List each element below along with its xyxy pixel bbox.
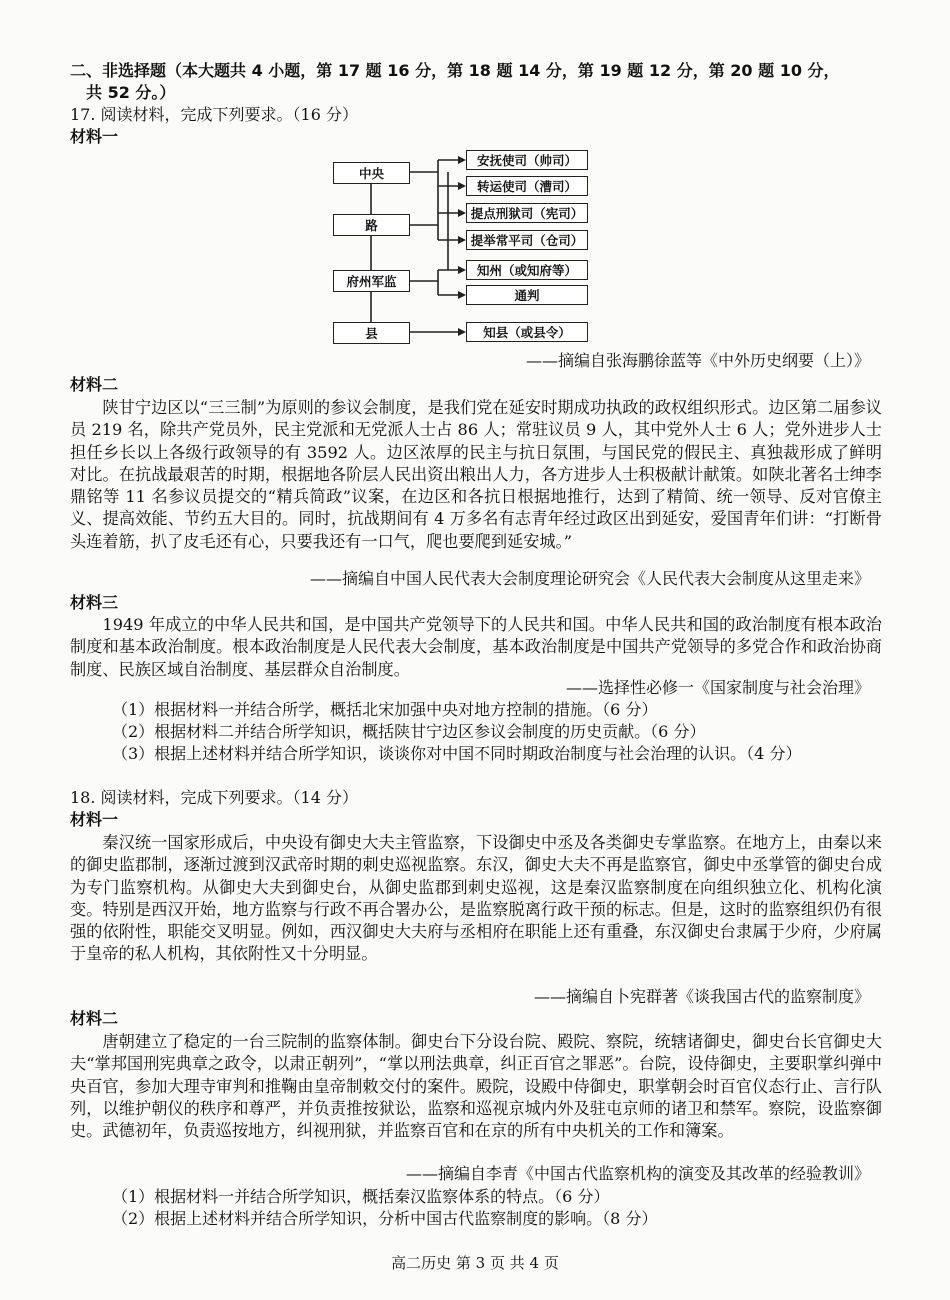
page-footer: 高二历史 第 3 页 共 4 页 xyxy=(391,1254,559,1272)
office-tongpan: 通判 xyxy=(466,285,588,305)
section-title-cont: 共 52 分。） xyxy=(86,83,176,102)
q18-heading: 18. 阅读材料，完成下列要求。（14 分） xyxy=(70,788,358,807)
office-tidian: 提点刑狱司（宪司） xyxy=(466,203,588,223)
q17-material2-label: 材料二 xyxy=(70,375,119,394)
q17-material1-label: 材料一 xyxy=(70,127,119,146)
q18-question-1: （1）根据材料一并结合所学知识，概括秦汉监察体系的特点。（6 分） xyxy=(112,1187,610,1206)
q18-m2-source: ——摘编自李青《中国古代监察机构的演变及其改革的经验教训》 xyxy=(405,1164,870,1183)
q18-material1-label: 材料一 xyxy=(70,810,119,829)
q18-material1-text: 秦汉统一国家形成后，中央设有御史大夫主管监察，下设御史中丞及各类御史专掌监察。在地方上，由秦以来的御史监郡制，逐渐过渡到汉武帝时期的刺史巡视监察。东汉，御史大夫不再是监察官，御史中丞掌管的御史台成为专门监察机构。从御史大夫到御史台，从御史监郡到刺史巡视，这是秦汉监察制度在向组织独立化、机构化演变。特别是西汉开始，地方监察与行政不再合署办公，是监察脱离行政干预的标志。但是，这时的监察组织仍有很强的依附性，职能交叉明显。例如，西汉御史大夫府与丞相府在职能上还有重叠，东汉御史台隶属于少府，少府属于皇帝的私人机构，其依附性又十分明显。 xyxy=(70,833,882,964)
q18-material2-label: 材料二 xyxy=(70,1009,119,1028)
office-anfu: 安抚使司（帅司） xyxy=(466,150,588,170)
office-zhizhou: 知州（或知府等） xyxy=(466,260,588,280)
office-tiju: 提举常平司（仓司） xyxy=(466,230,588,250)
q17-material3-text: 1949 年成立的中华人民共和国，是中国共产党领导下的人民共和国。中华人民共和国的政治制度有根本政治制度和基本政治制度。根本政治制度是人民代表大会制度，基本政治制度是中国共产党领导的多党合作和政治协商制度、民族区域自治制度、基层群众自治制度。 xyxy=(70,615,882,679)
q17-material2-text: 陕甘宁边区以“三三制”为原则的参议会制度，是我们党在延安时期成功执政的政权组织形式。边区第二届参议员 219 名，除共产党员外，民主党派和无党派人士占 86 人；常驻议员 9 人，其中党外人士 6 人；党外进步人士担任乡长以上各级行政领导的有 3592 人。边区浓厚的民主与抗日氛围，与国民党的假民主、真独裁形成了鲜明对比。在抗战最艰苦的时期，根据地各阶层人民出资出粮出人力，各方进步人士积极献计献策。如陕北著名士绅李鼎铭等 11 名参议员提交的“精兵简政”议案，在边区和各抗日根据地推行，达到了精简、统一领导、反对官僚主义、提高效能、节约五大目的。同时，抗战期间有 4 万多名有志青年经过政区出到延安，爱国青年们讲：“打断骨头连着筋，扒了皮毛还有心，只要我还有一口气，爬也要爬到延安城。” xyxy=(70,398,882,551)
level-xian: 县 xyxy=(333,322,410,344)
q18-question-2: （2）根据上述材料并结合所学知识，分析中国古代监察制度的影响。（8 分） xyxy=(112,1209,658,1228)
level-fuzhou: 府州军监 xyxy=(333,270,410,292)
q18-m1-source: ——摘编自卜宪群著《谈我国古代的监察制度》 xyxy=(533,987,870,1006)
office-zhixian: 知县（或县令） xyxy=(466,322,588,342)
q18-material2-text: 唐朝建立了稳定的一台三院制的监察体制。御史台下分设台院、殿院、察院，统辖诸御史，御史台长官御史大夫“掌邦国刑宪典章之政令，以肃正朝列”，“掌以刑法典章，纠正百官之罪恶”。台院，设侍御史，主要职掌纠弹中央百官，参加大理寺审判和推鞠由皇帝制敕交付的案件。殿院，设殿中侍御史，职掌朝会时百官仪态行止、言行队列，以维护朝仪的秩序和尊严，并负责推按狱讼，监察和巡视京城内外及驻屯京师的诸卫和禁军。察院，设监察御史。武德初年，负责巡按地方，纠视刑狱，并监察百官和在京的所有中央机关的工作和簿案。 xyxy=(70,1032,882,1141)
q17-heading: 17. 阅读材料，完成下列要求。（16 分） xyxy=(70,105,358,124)
q17-material3-label: 材料三 xyxy=(70,593,119,612)
office-zhuanyun: 转运使司（漕司） xyxy=(466,176,588,196)
q17-question-1: （1）根据材料一并结合所学，概括北宋加强中央对地方控制的措施。（6 分） xyxy=(112,700,658,719)
level-lu: 路 xyxy=(333,214,410,236)
level-central: 中央 xyxy=(333,162,410,184)
q17-m1-source: ——摘编自张海鹏徐蓝等《中外历史纲要（上）》 xyxy=(525,351,870,370)
section-title: 二、非选择题（本大题共 4 小题，第 17 题 16 分，第 18 题 14 分，第 19 题 12 分，第 20 题 10 分， xyxy=(70,61,840,80)
q17-m3-source: ——选择性必修一《国家制度与社会治理》 xyxy=(565,678,870,697)
q17-m2-source: ——摘编自中国人民代表大会制度理论研究会《人民代表大会制度从这里走来》 xyxy=(309,569,870,588)
q17-question-3: （3）根据上述材料并结合所学知识，谈谈你对中国不同时期政治制度与社会治理的认识。（4 分） xyxy=(112,744,802,763)
q17-question-2: （2）根据材料二并结合所学知识，概括陕甘宁边区参议会制度的历史贡献。（6 分） xyxy=(112,722,706,741)
